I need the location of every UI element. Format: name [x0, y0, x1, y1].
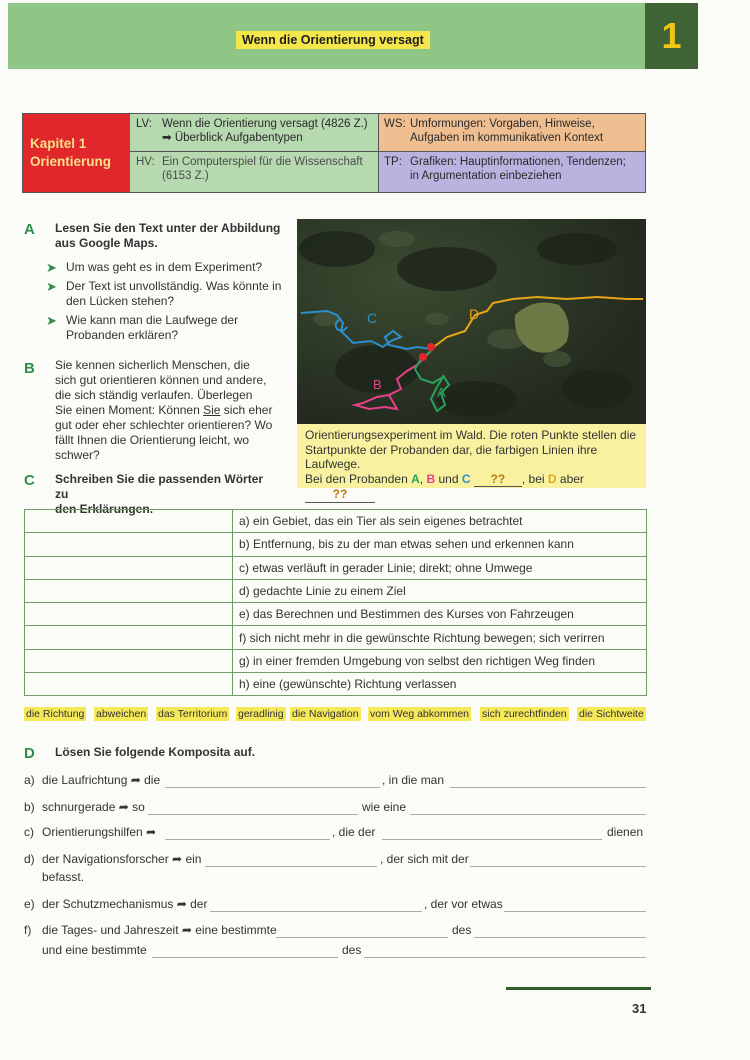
row-text: der Schutzmechanismus ➦ der	[42, 897, 208, 911]
row-label: c)	[24, 825, 34, 839]
caption-text: ,	[419, 471, 424, 486]
answer-line[interactable]	[504, 911, 646, 912]
table-row	[25, 673, 647, 696]
table-row	[25, 533, 647, 556]
answer-line[interactable]	[410, 814, 646, 815]
list-item-text: Wie kann man die Laufwege der Probanden erklären?	[66, 313, 239, 342]
row-text: die Tages- und Jahreszeit ➦ eine bestimmte	[42, 923, 277, 937]
definition-cell: b) Entfernung, bis zu der man etwas sehen und erkennen kann	[233, 533, 647, 556]
lv-line1: Wenn die Orientierung versagt (4826 Z.)	[162, 118, 368, 130]
list-item	[46, 313, 286, 343]
answer-line[interactable]	[382, 839, 602, 840]
row-text: des	[342, 943, 362, 957]
row-label: f)	[24, 923, 32, 937]
label-a: A	[411, 471, 420, 486]
section-c-letter: C	[24, 472, 35, 489]
chapter-label-line2: Orientierung	[30, 154, 112, 169]
section-a-letter: A	[24, 221, 35, 238]
word-chip[interactable]: geradlinig	[238, 708, 284, 720]
chapter-label	[22, 113, 130, 193]
label-b: B	[426, 471, 436, 486]
answer-line[interactable]	[364, 957, 646, 958]
table-row	[25, 556, 647, 579]
arrow-icon: ➤	[46, 279, 57, 294]
table-divider	[378, 113, 379, 193]
answer-line[interactable]	[450, 787, 646, 788]
section-a-questions	[46, 260, 286, 347]
row-text: der Navigationsforscher ➦ ein	[42, 852, 202, 866]
start-point	[427, 343, 435, 351]
section-a-title-line1: Lesen Sie den Text unter der Abbildung	[55, 221, 281, 235]
answer-line[interactable]	[474, 937, 646, 938]
hv-key: HV:	[136, 156, 155, 168]
definition-cell: c) etwas verläuft in gerader Linie; direkt; ohne Umwege	[233, 556, 647, 579]
table-row	[25, 510, 647, 533]
tp-key: TP:	[384, 156, 402, 168]
answer-line[interactable]	[470, 866, 646, 867]
lv-cell	[130, 113, 378, 151]
hv-cell	[130, 151, 378, 193]
table-row	[25, 603, 647, 626]
caption-text: Bei den Probanden	[305, 471, 408, 486]
chapter-number: 1	[645, 3, 698, 69]
path-label-b: B	[373, 377, 382, 392]
row-text: des	[452, 923, 472, 937]
map-svg	[297, 219, 646, 424]
word-chip[interactable]: das Territorium	[158, 708, 228, 720]
row-text: , der vor etwas	[424, 897, 503, 911]
row-text: die Laufrichtung ➦ die	[42, 773, 161, 787]
row-label: b)	[24, 800, 35, 814]
path-label-a: A	[437, 385, 446, 400]
tp-line2: in Argumentation einbeziehen	[410, 170, 562, 182]
forest-map-image	[297, 219, 646, 424]
ws-line1: Umformungen: Vorgaben, Hinweise,	[410, 118, 595, 130]
tp-cell	[378, 151, 646, 193]
label-d: D	[547, 471, 557, 486]
word-chip[interactable]: die Richtung	[26, 708, 85, 720]
list-item	[46, 279, 286, 309]
table-row	[25, 579, 647, 602]
definition-cell: e) das Berechnen und Bestimmen des Kurses von Fahrzeugen	[233, 603, 647, 626]
row-text: befasst.	[42, 870, 85, 884]
lv-line2: ➡ Überblick Aufgabentypen	[162, 132, 303, 144]
chapter-overview-table	[22, 113, 646, 193]
chapter-label-line1: Kapitel 1	[30, 136, 87, 151]
definitions-table	[24, 509, 647, 696]
table-divider	[130, 151, 646, 152]
row-text: , der sich mit der	[380, 852, 469, 866]
section-b-text-part: sich eher gut oder eher schlechter orientieren? Wo fällt Ihnen die Orientierung leicht, wo schwer?	[55, 403, 273, 462]
row-text: , in die man	[382, 773, 445, 787]
answer-cell[interactable]	[25, 649, 233, 672]
hv-line2: (6153 Z.)	[162, 170, 209, 182]
answer-cell[interactable]	[25, 510, 233, 533]
answer-line[interactable]	[165, 839, 330, 840]
section-b-letter: B	[24, 360, 35, 377]
footer-rule	[506, 987, 651, 990]
caption-text: und	[438, 471, 459, 486]
table-row	[25, 626, 647, 649]
path-label-d: D	[469, 306, 480, 322]
definition-cell: h) eine (gewünschte) Richtung verlassen	[233, 673, 647, 696]
list-item-text: Der Text ist unvollständig. Was könnte in den Lücken stehen?	[66, 279, 282, 308]
gap-field[interactable]: ??	[305, 487, 375, 503]
word-chip[interactable]: vom Weg abkommen	[370, 708, 470, 720]
gap-field[interactable]: ??	[474, 472, 522, 488]
caption-text: , bei	[521, 471, 545, 486]
lv-key: LV:	[136, 118, 152, 130]
section-c-title-line1: Schreiben Sie die passenden Wörter zu	[55, 472, 264, 501]
answer-line[interactable]	[205, 866, 377, 867]
definition-cell: f) sich nicht mehr in die gewünschte Richtung bewegen; sich verirren	[233, 626, 647, 649]
answer-line[interactable]	[276, 937, 448, 938]
caption-text: aber	[559, 471, 584, 486]
row-text: , die der	[332, 825, 376, 839]
section-d-title: Lösen Sie folgende Komposita auf.	[55, 745, 256, 759]
section-a-title	[55, 221, 285, 251]
section-a-title-line2: aus Google Maps.	[55, 236, 158, 250]
row-text: Orientierungshilfen ➦	[42, 825, 157, 839]
answer-cell[interactable]	[25, 579, 233, 602]
map-caption	[297, 424, 646, 501]
definition-cell: g) in einer fremden Umgebung von selbst den richtigen Weg finden	[233, 649, 647, 672]
label-c: C	[461, 471, 471, 486]
definition-cell: d) gedachte Linie zu einem Ziel	[233, 579, 647, 602]
answer-line[interactable]	[165, 787, 380, 788]
definition-cell: a) ein Gebiet, das ein Tier als sein eigenes betrachtet	[233, 510, 647, 533]
section-b-text	[55, 358, 273, 463]
ws-cell	[378, 113, 646, 151]
row-text: und eine bestimmte	[42, 943, 147, 957]
list-item-text: Um was geht es in dem Experiment?	[66, 260, 263, 274]
answer-cell[interactable]	[25, 533, 233, 556]
arrow-icon: ➤	[46, 260, 57, 275]
row-label: e)	[24, 897, 35, 911]
row-text: wie eine	[362, 800, 407, 814]
hv-line1: Ein Computerspiel für die Wissenschaft	[162, 156, 363, 168]
section-b-emphasis: Sie	[203, 403, 221, 417]
table-row	[25, 649, 647, 672]
word-chip[interactable]: abweichen	[96, 708, 147, 720]
answer-line[interactable]	[148, 814, 358, 815]
section-c-title-line2: den Erklärungen.	[55, 502, 154, 516]
answer-cell[interactable]	[25, 626, 233, 649]
page-title: Wenn die Orientierung versagt	[236, 31, 430, 49]
ws-key: WS:	[384, 118, 406, 130]
word-chip[interactable]: die Navigation	[292, 708, 359, 720]
list-item	[46, 260, 286, 275]
answer-cell[interactable]	[25, 556, 233, 579]
tp-line1: Grafiken: Hauptinformationen, Tendenzen;	[410, 156, 626, 168]
path-label-c: C	[367, 310, 378, 326]
section-b-text-part: Sie kennen sicherlich Menschen, die sich gut orientieren können und andere, die sich ständig verlaufen. Überlegen Sie einen Moment: Können	[55, 358, 267, 417]
ws-line2: Aufgaben im kommunikativen Kontext	[410, 132, 604, 144]
row-label: d)	[24, 852, 35, 866]
answer-cell[interactable]	[25, 603, 233, 626]
row-text: schnurgerade ➦ so	[42, 800, 145, 814]
start-point	[419, 353, 427, 361]
answer-line[interactable]	[210, 911, 422, 912]
row-label: a)	[24, 773, 35, 787]
map-caption-gapline	[305, 472, 638, 503]
answer-line[interactable]	[152, 957, 338, 958]
answer-cell[interactable]	[25, 673, 233, 696]
section-d-letter: D	[24, 745, 35, 762]
page-number: 31	[632, 1001, 647, 1016]
word-chip[interactable]: sich zurechtfinden	[482, 708, 567, 720]
map-caption-text: Orientierungsexperiment im Wald. Die roten Punkte stellen die Startpunkte der Probanden dar, die farbigen Linien ihre Laufwege.	[305, 428, 637, 471]
row-text: dienen	[607, 825, 644, 839]
word-chip[interactable]: die Sichtweite	[579, 708, 644, 720]
arrow-icon: ➤	[46, 313, 57, 328]
